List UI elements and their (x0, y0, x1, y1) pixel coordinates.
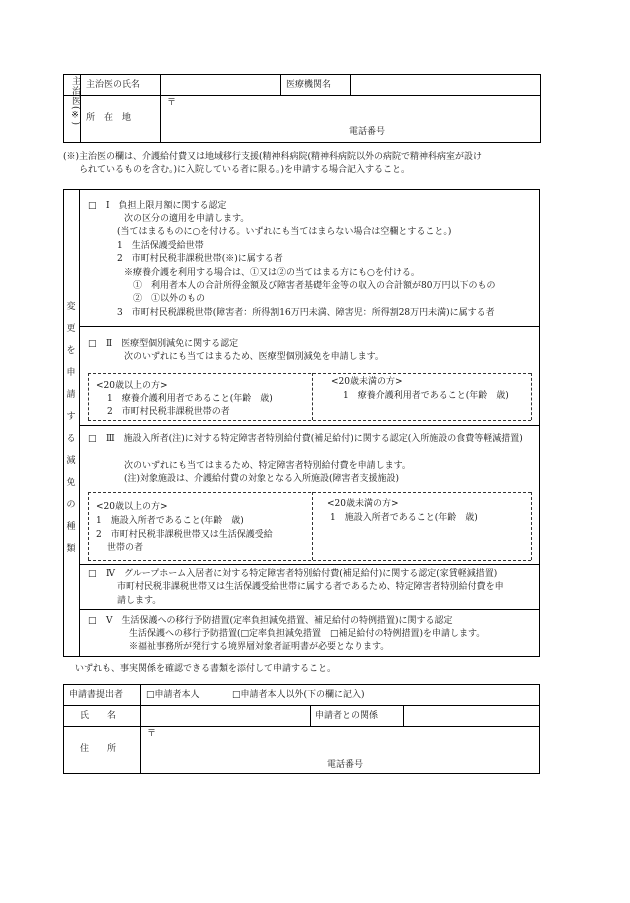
s5-line: ※福祉事務所が発行する境界層対象者証明書が必要となります。 (129, 642, 390, 652)
s3-left-item: 世帯の者 (107, 543, 144, 553)
s3-line: 次のいずれにも当てはまるため、特定障害者特別給付費を申請します。 (124, 461, 411, 471)
s3-right-item: 1 施設入所者であること(年齢 歳) (330, 513, 478, 523)
s3-checkbox[interactable]: □ (88, 434, 97, 444)
submitter-option-other[interactable]: □申請者本人以外(下の欄に記入) (232, 690, 365, 700)
doctor-address-label: 所 在 地 (86, 113, 132, 123)
s2-line: 次のいずれにも当てはまるため、医療型個別減免を申請します。 (124, 352, 384, 362)
s3-left-title: <20歳以上の方> (96, 502, 168, 512)
doctor-name-field[interactable] (164, 81, 276, 93)
applicant-postal-mark: 〒 (147, 729, 157, 739)
submitter-label: 申請書提出者 (69, 690, 124, 700)
relation-label: 申請者との関係 (315, 711, 379, 721)
applicant-phone-label: 電話番号 (327, 760, 364, 770)
s1-checkbox[interactable]: □ (88, 201, 97, 211)
s2-checkbox[interactable]: □ (88, 339, 97, 349)
applicant-name-label: 氏 名 (80, 711, 117, 721)
s2-left-item: 2 市町村民税非課税世帯の者 (107, 407, 230, 417)
applicant-address-label: 住 所 (80, 744, 117, 754)
s1-line: 1 生活保護受給世帯 (117, 241, 204, 251)
types-side-label: 変更を申請する減免の種類 (66, 302, 76, 554)
s1-line: ② ①以外のもの (133, 294, 206, 304)
s1-line: 次の区分の適用を申請します。 (124, 214, 250, 224)
doctor-note-line-1: (※)主治医の欄は、介護給付費又は地域移行支援(精神科病院(精神科病院以外の病院で精神科病室が設け (63, 152, 483, 162)
s4-line: 請します。 (117, 596, 162, 606)
s4-line: 市町村民税非課税世帯又は生活保護受給世帯に属する者であるため、特定障害者特別給付費を申 (117, 582, 504, 592)
s5-checkbox[interactable]: □ (88, 616, 97, 626)
s3-heading: Ⅲ 施設入所者(注)に対する特定障害者特別給付費(補足給付)に関する認定(入所施設の食費等軽減措置) (106, 434, 523, 444)
s3-right-title: <20歳未満の方> (327, 499, 399, 509)
s1-heading: Ⅰ 負担上限月額に関する認定 (106, 201, 227, 211)
doctor-postal-mark: 〒 (167, 98, 177, 108)
s2-right-item: 1 療養介護利用者であること(年齢 歳) (343, 391, 509, 401)
s1-line: 2 市町村民税非課税世帯(※)に属する者 (117, 254, 283, 264)
s3-line: (注)対象施設は、介護給付費の対象となる入所施設(障害者支援施設) (124, 474, 400, 484)
s2-left-title: <20歳以上の方> (96, 381, 168, 391)
doctor-phone-label: 電話番号 (349, 127, 386, 137)
s2-right-title: <20歳未満の方> (331, 377, 403, 387)
s1-line: (当てはまるものに○を付ける。いずれにも当てはまらない場合は空欄とすること。) (117, 227, 452, 237)
doctor-side-label: 主治医(※) (70, 76, 80, 127)
s3-left-item: 1 施設入所者であること(年齢 歳) (96, 516, 244, 526)
documents-note: いずれも、事実関係を確認できる書類を添付して申請すること。 (75, 664, 337, 674)
s5-line: 生活保護への移行予防措置(□定率負担減免措置 □補足給付の特例措置)を申請します。 (129, 629, 486, 639)
s2-heading: Ⅱ 医療型個別減免に関する認定 (106, 339, 239, 349)
s5-heading: Ⅴ 生活保護への移行予防措置(定率負担減免措置、補足給付の特例措置)に関する認定 (106, 616, 453, 626)
s4-heading: Ⅳ グループホーム入居者に対する特定障害者特別給付費(補足給付)に関する認定(家賃軽減措置) (106, 569, 498, 579)
s2-left-item: 1 療養介護利用者であること(年齢 歳) (107, 394, 273, 404)
doctor-name-label: 主治医の氏名 (86, 80, 141, 90)
submitter-option-self[interactable]: □申請者本人 (146, 690, 200, 700)
s3-left-item: 2 市町村民税非課税世帯又は生活保護受給 (96, 530, 273, 540)
institution-label: 医療機関名 (286, 80, 332, 90)
institution-field[interactable] (354, 81, 536, 93)
s1-line: ① 利用者本人の合計所得金額及び障害者基礎年金等の収入の合計額が80万円以下のもの (133, 281, 496, 291)
s1-line: 3 市町村民税課税世帯(障害者：所得割16万円未満、障害児：所得割28万円未満)に属する者 (117, 308, 495, 318)
s4-checkbox[interactable]: □ (88, 569, 97, 579)
doctor-note-line-2: られているものを含む。)に入院している者に限る。)を申請する場合記入すること。 (79, 165, 411, 175)
s1-line: ※療養介護を利用する場合は、①又は②の当てはまる方にも○を付ける。 (124, 268, 420, 278)
